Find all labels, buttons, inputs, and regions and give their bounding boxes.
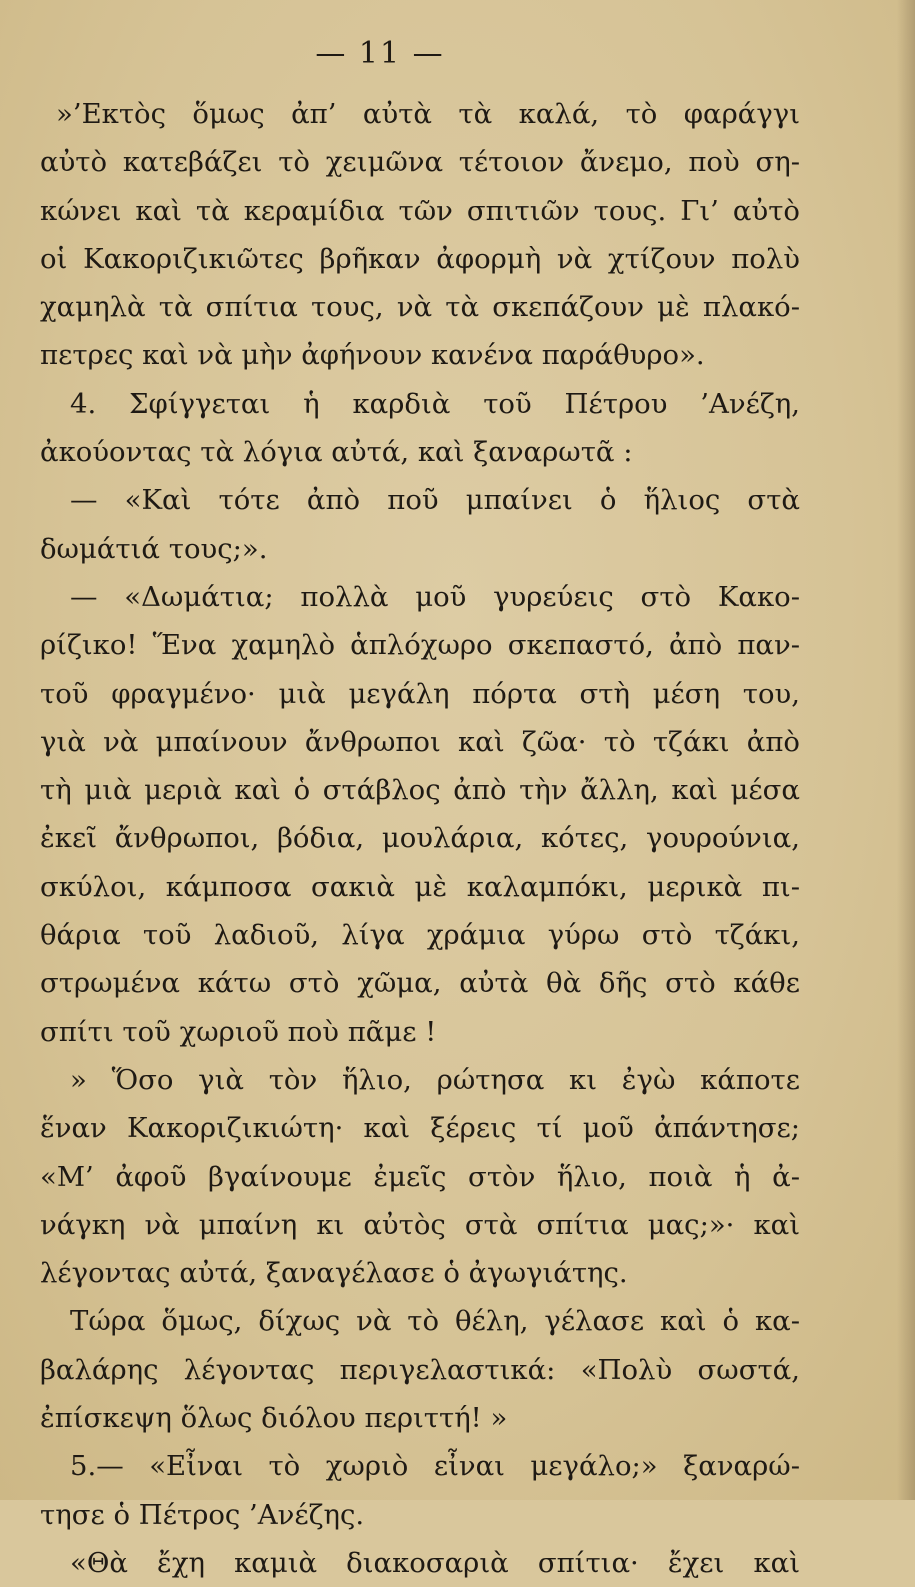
text-line: ἀκούοντας τὰ λόγια αὐτά, καὶ ξαναρωτᾶ : xyxy=(40,436,633,469)
page-edge-shadow xyxy=(897,0,915,1500)
text-line: τὴ μιὰ μεριὰ καὶ ὁ στάβλος ἀπὸ τὴν ἄλλη, καὶ μέσα xyxy=(40,774,800,807)
text-line: οἱ Κακοριζικιῶτες βρῆκαν ἀφορμὴ νὰ χτίζουν πολὺ xyxy=(40,242,800,275)
text-line: λέγοντας αὐτά, ξαναγέλασε ὁ ἀγωγιάτης. xyxy=(40,1257,628,1290)
text-line: ἕναν Κακοριζικιώτη· καὶ ξέρεις τί μοῦ ἀπάντησε; xyxy=(40,1112,800,1145)
text-line: βαλάρης λέγοντας περιγελαστικά: «Πολὺ σωστά, xyxy=(40,1353,800,1386)
text-line: » Ὅσο γιὰ τὸν ἥλιο, ρώτησα κι ἐγὼ κάποτε xyxy=(70,1063,800,1096)
page-number: — 11 — xyxy=(315,36,445,71)
text-line: σκύλοι, κάμποσα σακιὰ μὲ καλαμπόκι, μερικὰ πι- xyxy=(40,870,800,903)
text-line: τησε ὁ Πέτρος ’Ανέζης. xyxy=(40,1498,365,1531)
text-line: «Θὰ ἔχη καμιὰ διακοσαριὰ σπίτια· ἔχει καὶ xyxy=(70,1546,800,1579)
text-line: κώνει καὶ τὰ κεραμίδια τῶν σπιτιῶν τους. Γι’ αὐτὸ xyxy=(40,194,800,227)
text-line: ἐπίσκεψη ὅλως διόλου περιττή! » xyxy=(40,1402,508,1435)
text-line: θάρια τοῦ λαδιοῦ, λίγα χράμια γύρω στὸ τζάκι, xyxy=(40,919,800,952)
text-line: τοῦ φραγμένο· μιὰ μεγάλη πόρτα στὴ μέση του, xyxy=(40,677,800,710)
text-line: ἐκεῖ ἄνθρωποι, βόδια, μουλάρια, κότες, γουρούνια, xyxy=(40,822,800,855)
text-line: δωμάτιά τους;». xyxy=(40,532,268,565)
text-line: πετρες καὶ νὰ μὴν ἀφήνουν κανένα παράθυρο». xyxy=(40,339,705,372)
text-line: νάγκη νὰ μπαίνη κι αὐτὸς στὰ σπίτια μας;»· καὶ xyxy=(40,1208,800,1241)
text-line: 5.— «Εἶναι τὸ χωριὸ εἶναι μεγάλο;» ξαναρώ- xyxy=(70,1450,800,1483)
text-line: »’Εκτὸς ὅμως ἀπ’ αὐτὰ τὰ καλά, τὸ φαράγγι xyxy=(56,98,800,130)
text-line: ρίζικο! Ἕνα χαμηλὸ ἁπλόχωρο σκεπαστό, ἀπὸ παν- xyxy=(40,629,800,662)
text-line: — «Καὶ τότε ἀπὸ ποῦ μπαίνει ὁ ἥλιος στὰ xyxy=(70,484,800,517)
text-line: σπίτι τοῦ χωριοῦ ποὺ πᾶμε ! xyxy=(40,1015,437,1048)
text-line: — «Δωμάτια; πολλὰ μοῦ γυρεύεις στὸ Κακο- xyxy=(70,580,800,613)
text-line: χαμηλὰ τὰ σπίτια τους, νὰ τὰ σκεπάζουν μὲ πλακό- xyxy=(40,291,800,324)
body-text xyxy=(40,90,800,1587)
text-line: 4. Σφίγγεται ἡ καρδιὰ τοῦ Πέτρου ’Ανέζη, xyxy=(70,387,800,420)
text-line: γιὰ νὰ μπαίνουν ἄνθρωποι καὶ ζῶα· τὸ τζάκι ἀπὸ xyxy=(40,725,800,758)
text-line: στρωμένα κάτω στὸ χῶμα, αὐτὰ θὰ δῆς στὸ κάθε xyxy=(40,967,800,1000)
text-line: «Μ’ ἀφοῦ βγαίνουμε ἐμεῖς στὸν ἥλιο, ποιὰ ἡ ἀ- xyxy=(40,1160,800,1193)
text-line: αὐτὸ κατεβάζει τὸ χειμῶνα τέτοιον ἄνεμο, ποὺ ση- xyxy=(40,146,800,179)
text-line: Τώρα ὅμως, δίχως νὰ τὸ θέλη, γέλασε καὶ ὁ κα- xyxy=(70,1305,800,1338)
